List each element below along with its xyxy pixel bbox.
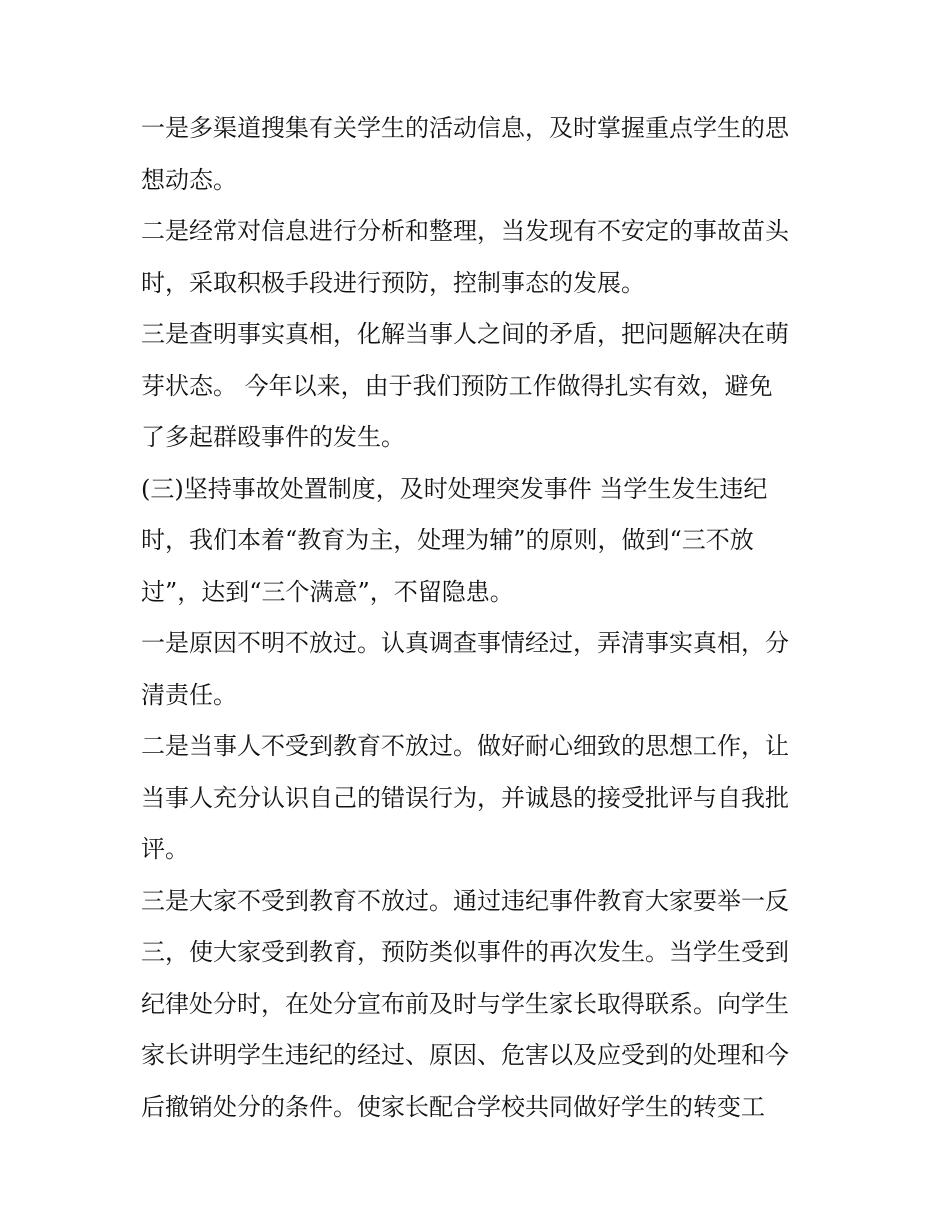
text-line: 一是多渠道搜集有关学生的活动信息，及时掌握重点学生的思 [141, 114, 789, 142]
text-line: 二是经常对信息进行分析和整理，当发现有不安定的事故苗头 [141, 217, 789, 245]
text-line: 了多起群殴事件的发生。 [141, 423, 405, 451]
text-line: 想动态。 [141, 165, 237, 194]
document-body [141, 103, 841, 1133]
text-line: 时，我们本着“教育为主，处理为辅”的原则，做到“三不放 [141, 526, 754, 554]
text-line: 三是大家不受到教育不放过。通过违纪事件教育大家要举一反 [141, 886, 789, 915]
text-line: 三是查明事实真相，化解当事人之间的矛盾，把问题解决在萌 [141, 320, 789, 348]
text-line: 家长讲明学生违纪的经过、原因、危害以及应受到的处理和今 [141, 1041, 789, 1069]
text-line: 一是原因不明不放过。认真调查事情经过，弄清事实真相，分 [141, 629, 789, 657]
text-line: 三，使大家受到教育，预防类似事件的再次发生。当学生受到 [141, 938, 789, 966]
text-line: 清责任。 [141, 680, 237, 709]
text-line: 时，采取积极手段进行预防，控制事态的发展。 [141, 268, 645, 297]
text-line: 评。 [141, 835, 189, 863]
text-line: 过”，达到“三个满意”，不留隐患。 [141, 577, 514, 606]
text-line: 后撤销处分的条件。使家长配合学校共同做好学生的转变工 [141, 1092, 765, 1121]
text-line: 芽状态。 今年以来，由于我们预防工作做得扎实有效，避免 [141, 371, 773, 400]
text-line: 纪律处分时，在处分宣布前及时与学生家长取得联系。向学生 [141, 989, 789, 1018]
text-line: (三)坚持事故处置制度，及时处理突发事件 当学生发生违纪 [141, 474, 768, 503]
text-line: 二是当事人不受到教育不放过。做好耐心细致的思想工作，让 [141, 732, 789, 760]
text-line: 当事人充分认识自己的错误行为，并诚恳的接受批评与自我批 [141, 783, 789, 812]
